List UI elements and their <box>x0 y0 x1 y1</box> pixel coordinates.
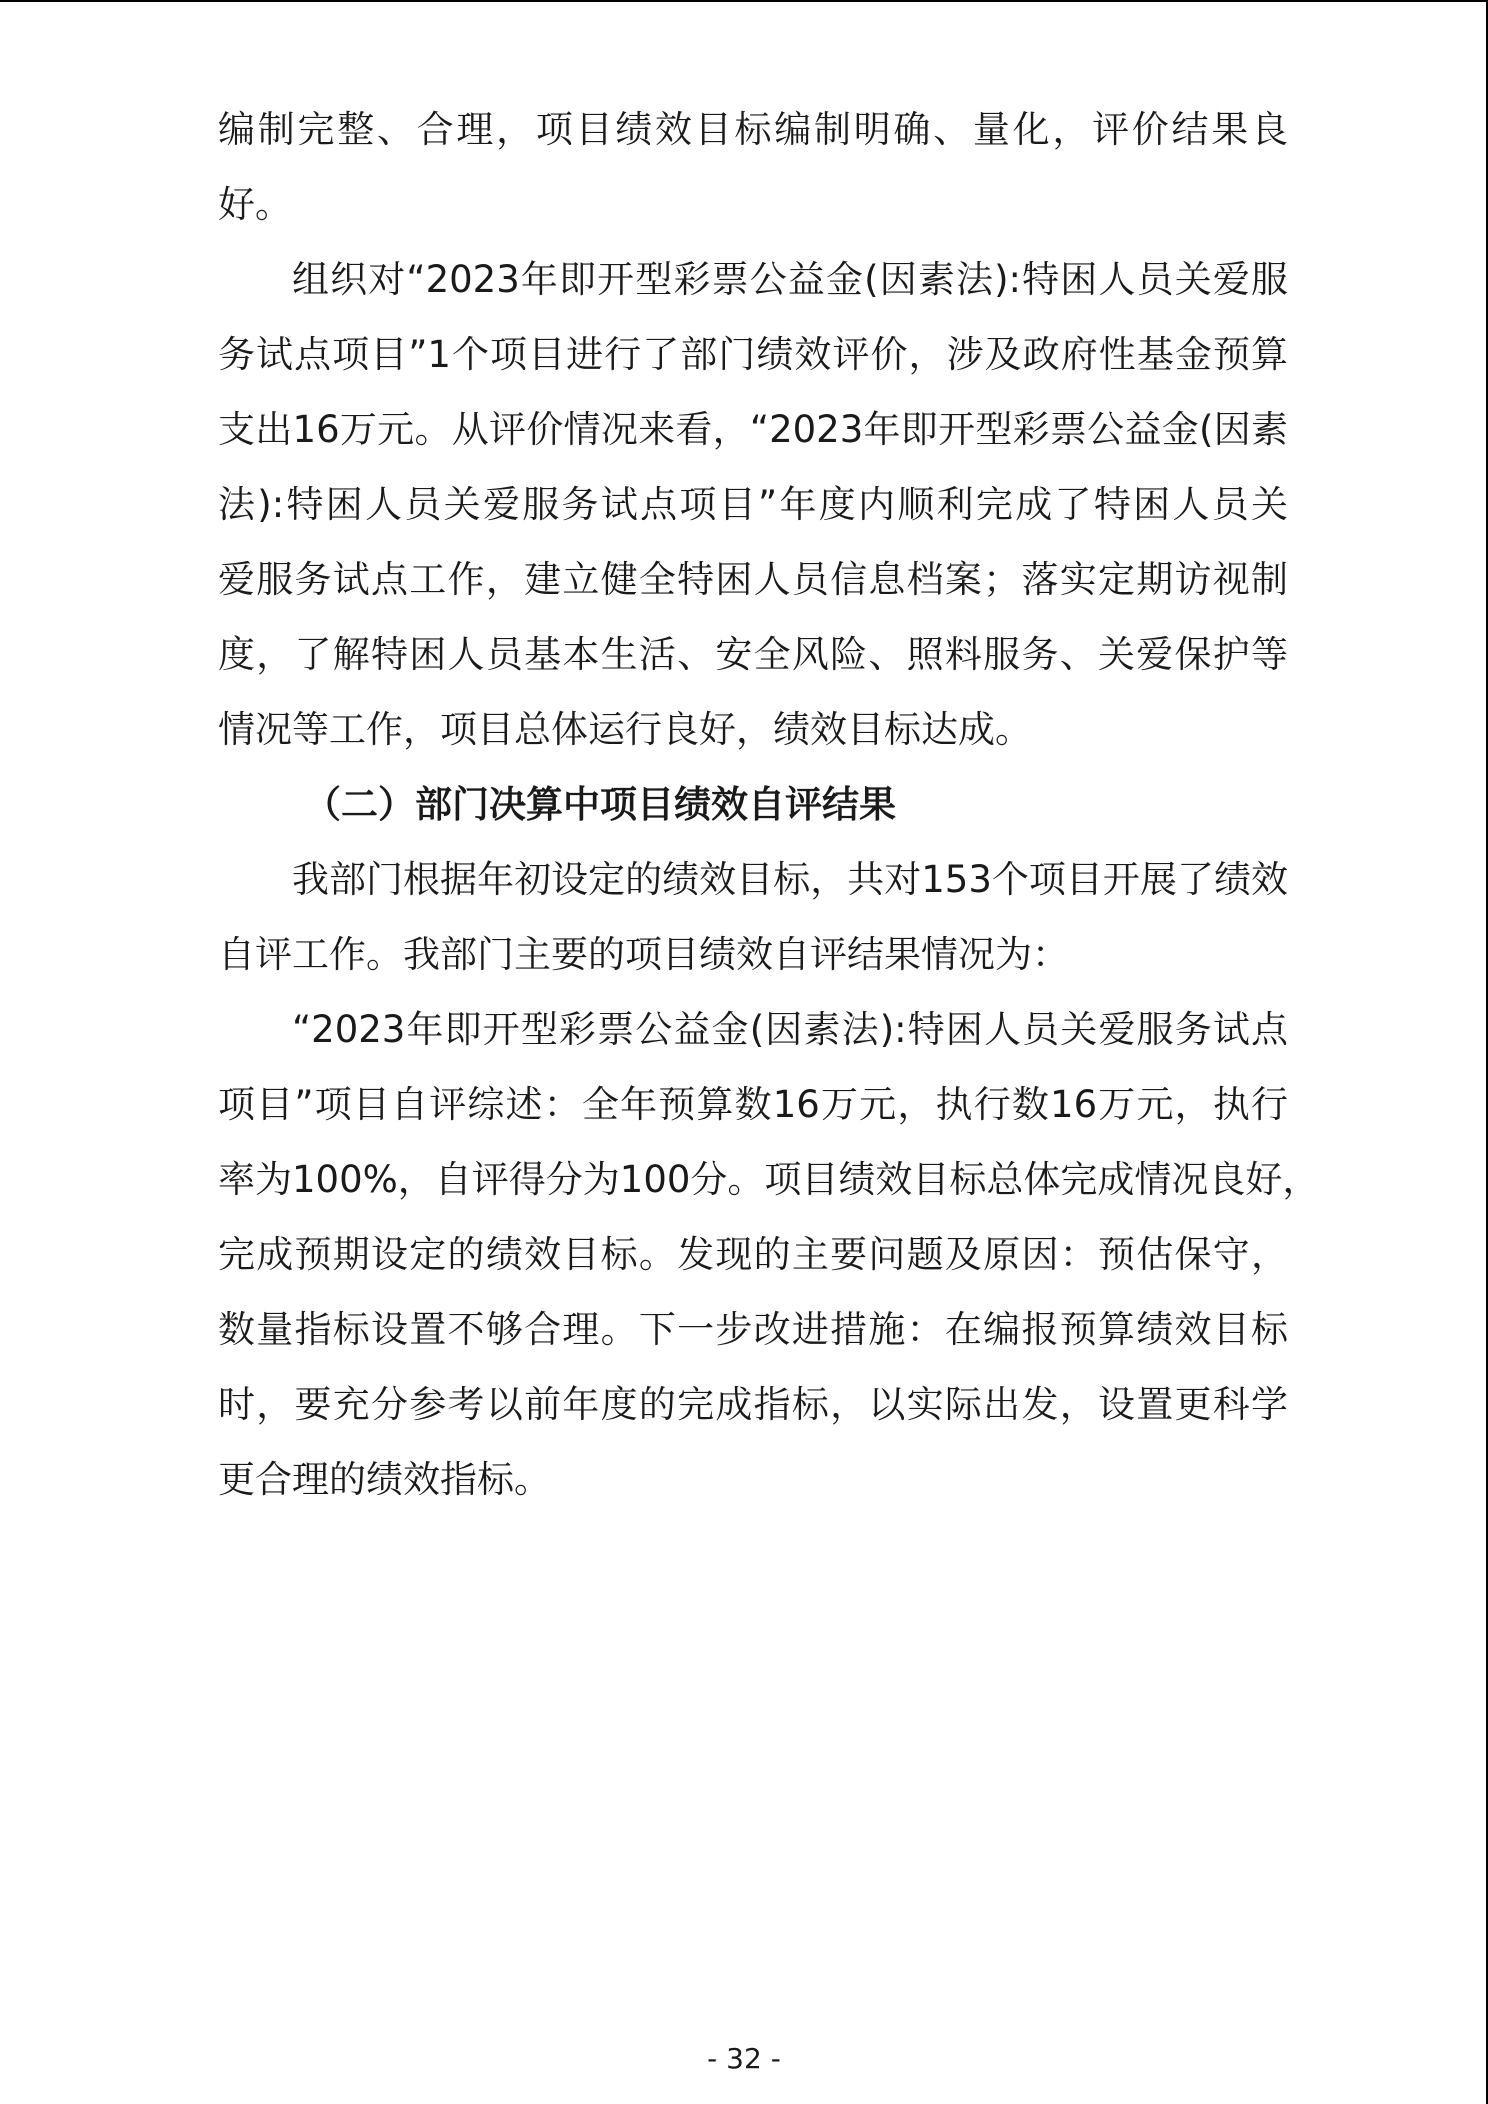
body-text-line: 法):特困人员关爱服务试点项目”年度内顺利完成了特困人员关 <box>218 483 1288 526</box>
body-text-line: 情况等工作，项目总体运行良好，绩效目标达成。 <box>218 708 1032 751</box>
body-text-line: 支出16万元。从评价情况来看，“2023年即开型彩票公益金(因素 <box>218 408 1288 451</box>
body-text-line: 时，要充分参考以前年度的完成指标，以实际出发，设置更科学 <box>218 1383 1288 1426</box>
body-text-line: 务试点项目”1个项目进行了部门绩效评价，涉及政府性基金预算 <box>218 333 1288 376</box>
page-number: - 32 - <box>707 2042 781 2075</box>
body-text-line: 度，了解特困人员基本生活、安全风险、照料服务、关爱保护等 <box>218 633 1288 676</box>
body-text-line: 自评工作。我部门主要的项目绩效自评结果情况为： <box>218 933 1069 976</box>
body-text-line: 数量指标设置不够合理。下一步改进措施：在编报预算绩效目标 <box>218 1308 1288 1351</box>
body-text-line: 率为100%，自评得分为100分。项目绩效目标总体完成情况良好， <box>218 1158 1320 1201</box>
body-text-line: 编制完整、合理，项目绩效目标编制明确、量化，评价结果良 <box>218 108 1288 151</box>
body-text-line: 好。 <box>218 183 292 226</box>
body-text-line: 更合理的绩效指标。 <box>218 1458 551 1501</box>
body-text-line: 爱服务试点工作，建立健全特困人员信息档案；落实定期访视制 <box>218 558 1288 601</box>
section-heading: （二）部门决算中项目绩效自评结果 <box>304 783 896 826</box>
paragraph-first-line: 组织对“2023年即开型彩票公益金(因素法):特困人员关爱服 <box>292 258 1288 301</box>
body-text-line: 完成预期设定的绩效目标。发现的主要问题及原因：预估保守， <box>218 1233 1288 1276</box>
body-text-line: 项目”项目自评综述：全年预算数16万元，执行数16万元，执行 <box>218 1083 1288 1126</box>
paragraph-first-line: “2023年即开型彩票公益金(因素法):特困人员关爱服务试点 <box>292 1008 1288 1051</box>
paragraph-first-line: 我部门根据年初设定的绩效目标，共对153个项目开展了绩效 <box>292 858 1288 901</box>
